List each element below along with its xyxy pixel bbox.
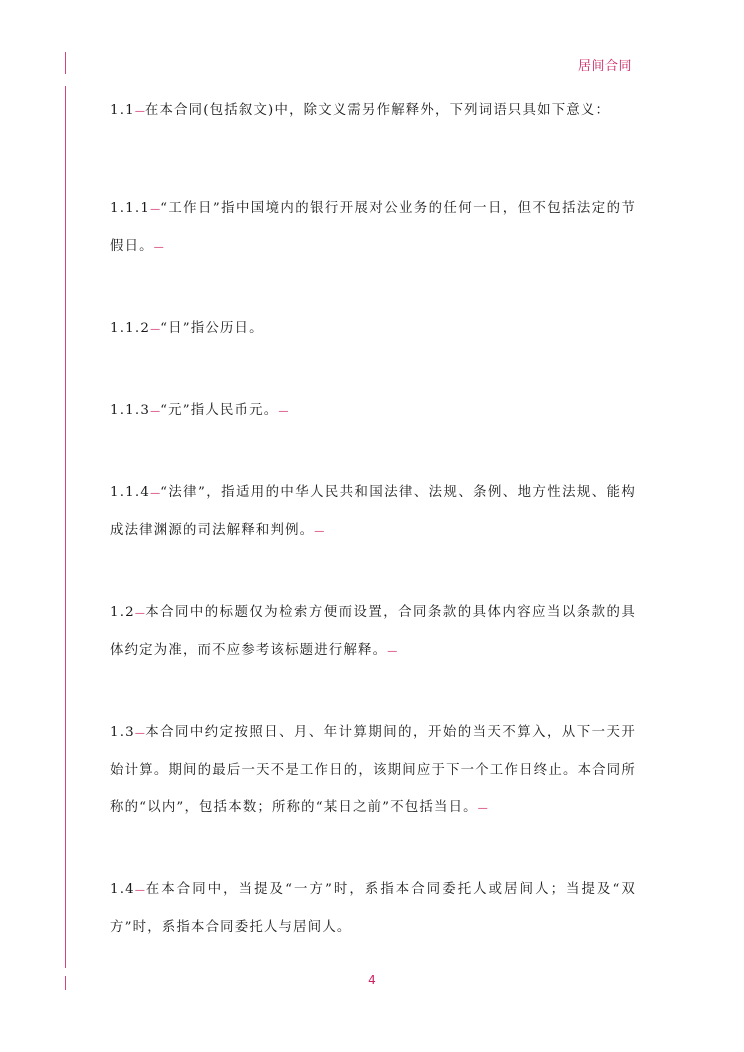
tab-mark: —	[150, 406, 161, 417]
clause-number: 1.3	[110, 725, 135, 740]
clause-number: 1.2	[110, 605, 135, 620]
page-number: 4	[368, 973, 376, 987]
tab-mark: —	[134, 106, 145, 117]
clause-number: 1.1	[110, 103, 135, 118]
clause-number: 1.1.4	[110, 485, 151, 500]
clause-text: 本合同中的标题仅为检索方便而设置，合同条款的具体内容应当以条款的具体约定为准，而不应参考该标题进行解释。	[110, 605, 636, 658]
clause-number: 1.4	[110, 882, 135, 897]
clause-1-3	[110, 714, 636, 827]
paragraph-mark: —	[477, 803, 488, 814]
margin-rule	[65, 86, 66, 968]
clause-number: 1.1.1	[110, 201, 151, 216]
clause-1-1-2	[110, 310, 636, 348]
clause-1-1	[110, 92, 636, 130]
clause-1-1-1	[110, 190, 636, 266]
clause-1-1-4	[110, 474, 636, 550]
clause-text: “日”指公历日。	[160, 321, 264, 336]
clause-1-2	[110, 594, 636, 670]
clause-number: 1.1.2	[110, 321, 151, 336]
tab-mark: —	[134, 608, 145, 619]
tab-mark: —	[150, 488, 161, 499]
clause-1-1-3	[110, 392, 636, 430]
clause-1-4	[110, 871, 636, 946]
clause-text: “工作日”指中国境内的银行开展对公业务的任何一日，但不包括法定的节假日。	[110, 201, 636, 254]
document-body	[110, 92, 636, 946]
clause-number: 1.1.3	[110, 403, 151, 418]
paragraph-mark: —	[387, 646, 398, 657]
paragraph-mark: —	[153, 242, 164, 253]
clause-text: 在本合同(包括叙文)中，除文义需另作解释外，下列词语只具如下意义：	[144, 103, 611, 118]
tab-mark: —	[134, 728, 145, 739]
clause-text: 在本合同中，当提及“一方”时，系指本合同委托人或居间人；当提及“双方”时，系指本合同委托人与居间人。	[110, 882, 636, 935]
tab-mark: —	[150, 204, 161, 215]
clause-text: “法律”，指适用的中华人民共和国法律、法规、条例、地方性法规、能构成法律渊源的司法解释和判例。	[110, 485, 636, 538]
margin-rule-top	[65, 52, 66, 74]
clause-text: “元”指人民币元。	[160, 403, 279, 418]
paragraph-mark: —	[278, 406, 289, 417]
tab-mark: —	[134, 885, 145, 896]
document-title: 居间合同	[577, 59, 632, 74]
clause-text: 本合同中约定按照日、月、年计算期间的，开始的当天不算入，从下一天开始计算。期间的最后一天不是工作日的，该期间应于下一个工作日终止。本合同所称的“以内”，包括本数；所称的“某日之前”不包括当日。	[110, 725, 636, 815]
tab-mark: —	[150, 324, 161, 335]
paragraph-mark: —	[314, 526, 325, 537]
